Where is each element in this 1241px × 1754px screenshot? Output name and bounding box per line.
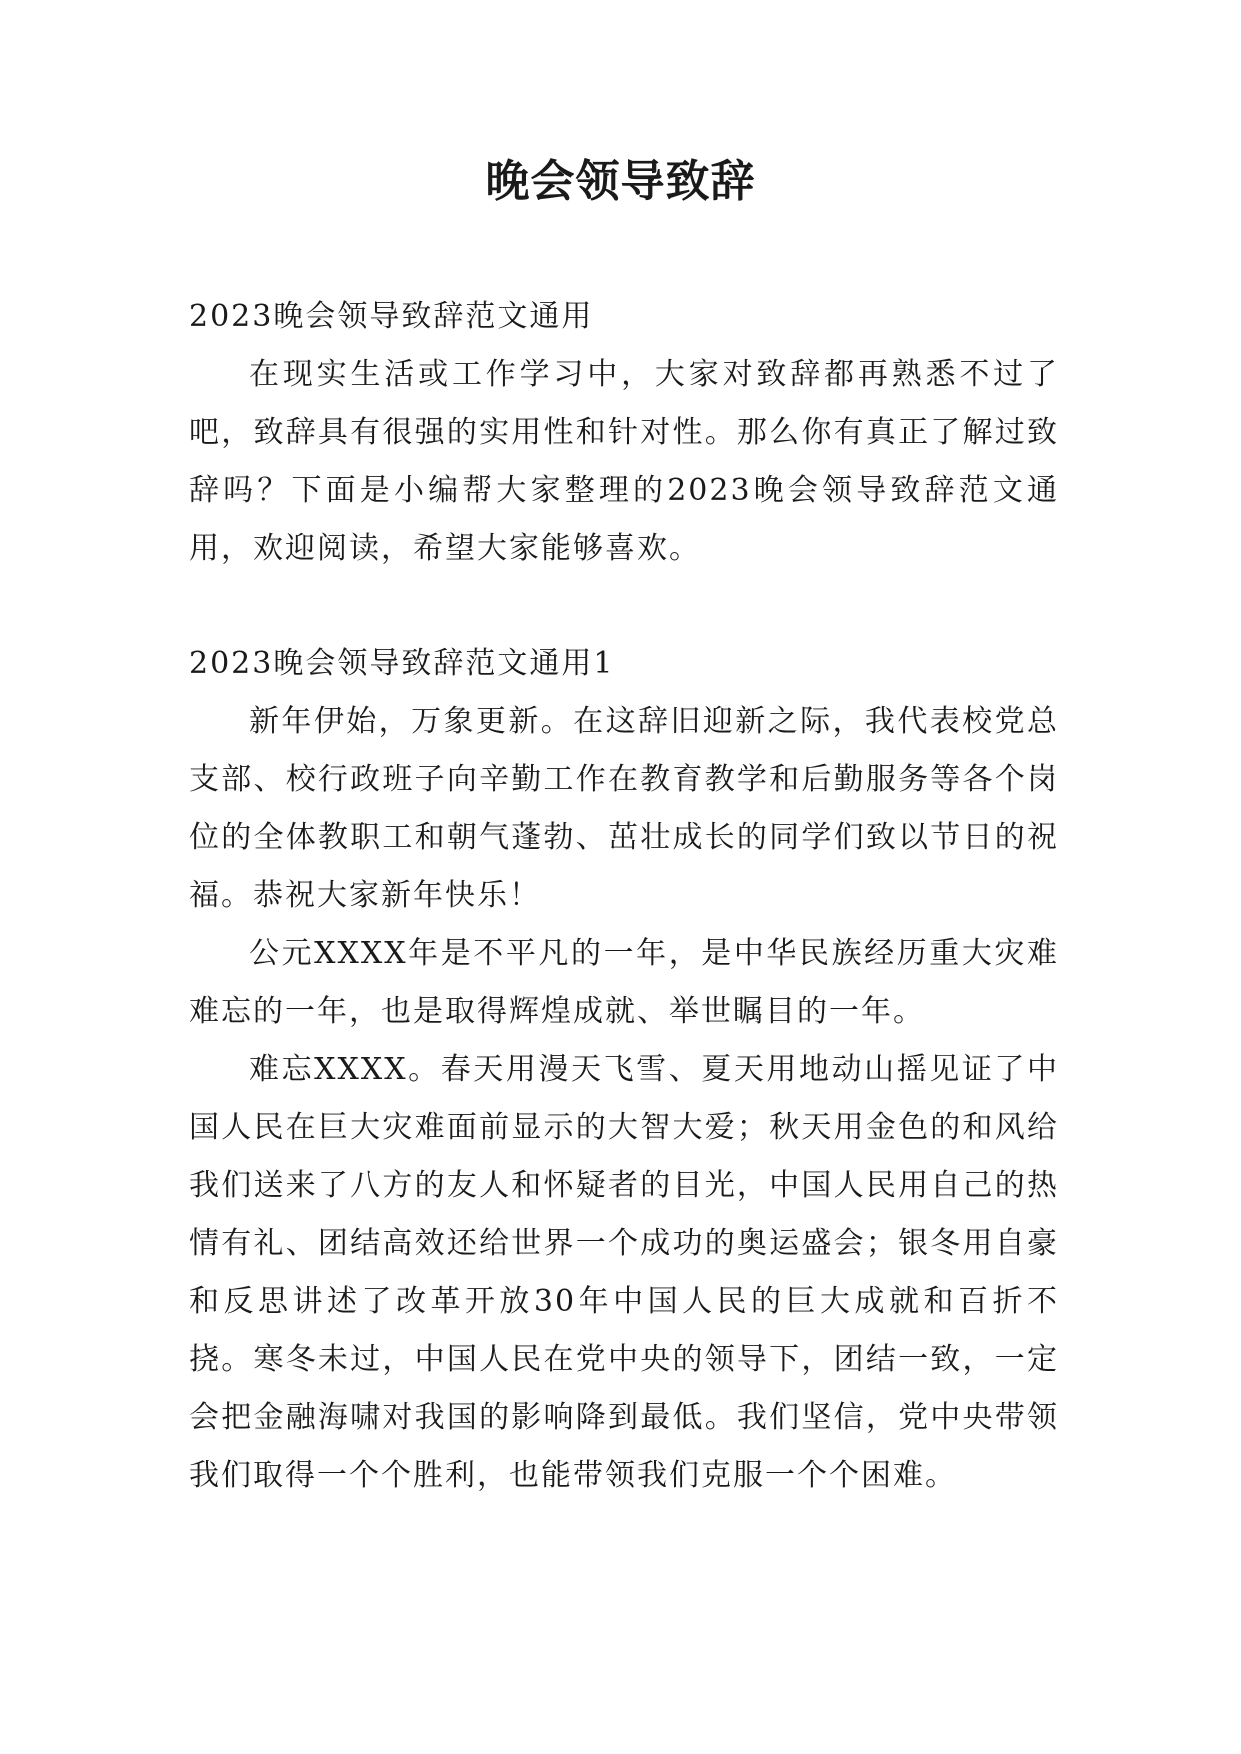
section-1-paragraph-1: 新年伊始，万象更新。在这辞旧迎新之际，我代表校党总支部、校行政班子向辛勤工作在教育教学和后勤服务等各个岗位的全体教职工和朝气蓬勃、茁壮成长的同学们致以节日的祝福。恭祝大家新年快乐！: [189, 704, 1059, 913]
document-title: 晚会领导致辞: [485, 156, 756, 207]
intro-paragraph: 在现实生活或工作学习中，大家对致辞都再熟悉不过了吧，致辞具有很强的实用性和针对性。那么你有真正了解过致辞吗？下面是小编帮大家整理的2023晚会领导致辞范文通用，欢迎阅读，希望大家能够喜欢。: [189, 357, 1059, 566]
section-spacer: [189, 578, 1059, 635]
section-1-paragraph-2: 公元XXXX年是不平凡的一年，是中华民族经历重大灾难难忘的一年，也是取得辉煌成就、举世瞩目的一年。: [189, 936, 1059, 1029]
section-1-heading: 2023晚会领导致辞范文通用1: [189, 646, 615, 681]
intro-heading: 2023晚会领导致辞范文通用: [189, 299, 594, 334]
document-body: [189, 288, 1059, 1505]
section-1-paragraph-3: 难忘XXXX。春天用漫天飞雪、夏天用地动山摇见证了中国人民在巨大灾难面前显示的大智大爱；秋天用金色的和风给我们送来了八方的友人和怀疑者的目光，中国人民用自己的热情有礼、团结高效还给世界一个成功的奥运盛会；银冬用自豪和反思讲述了改革开放30年中国人民的巨大成就和百折不挠。寒冬未过，中国人民在党中央的领导下，团结一致，一定会把金融海啸对我国的影响降到最低。我们坚信，党中央带领我们取得一个个胜利，也能带领我们克服一个个困难。: [189, 1052, 1059, 1493]
